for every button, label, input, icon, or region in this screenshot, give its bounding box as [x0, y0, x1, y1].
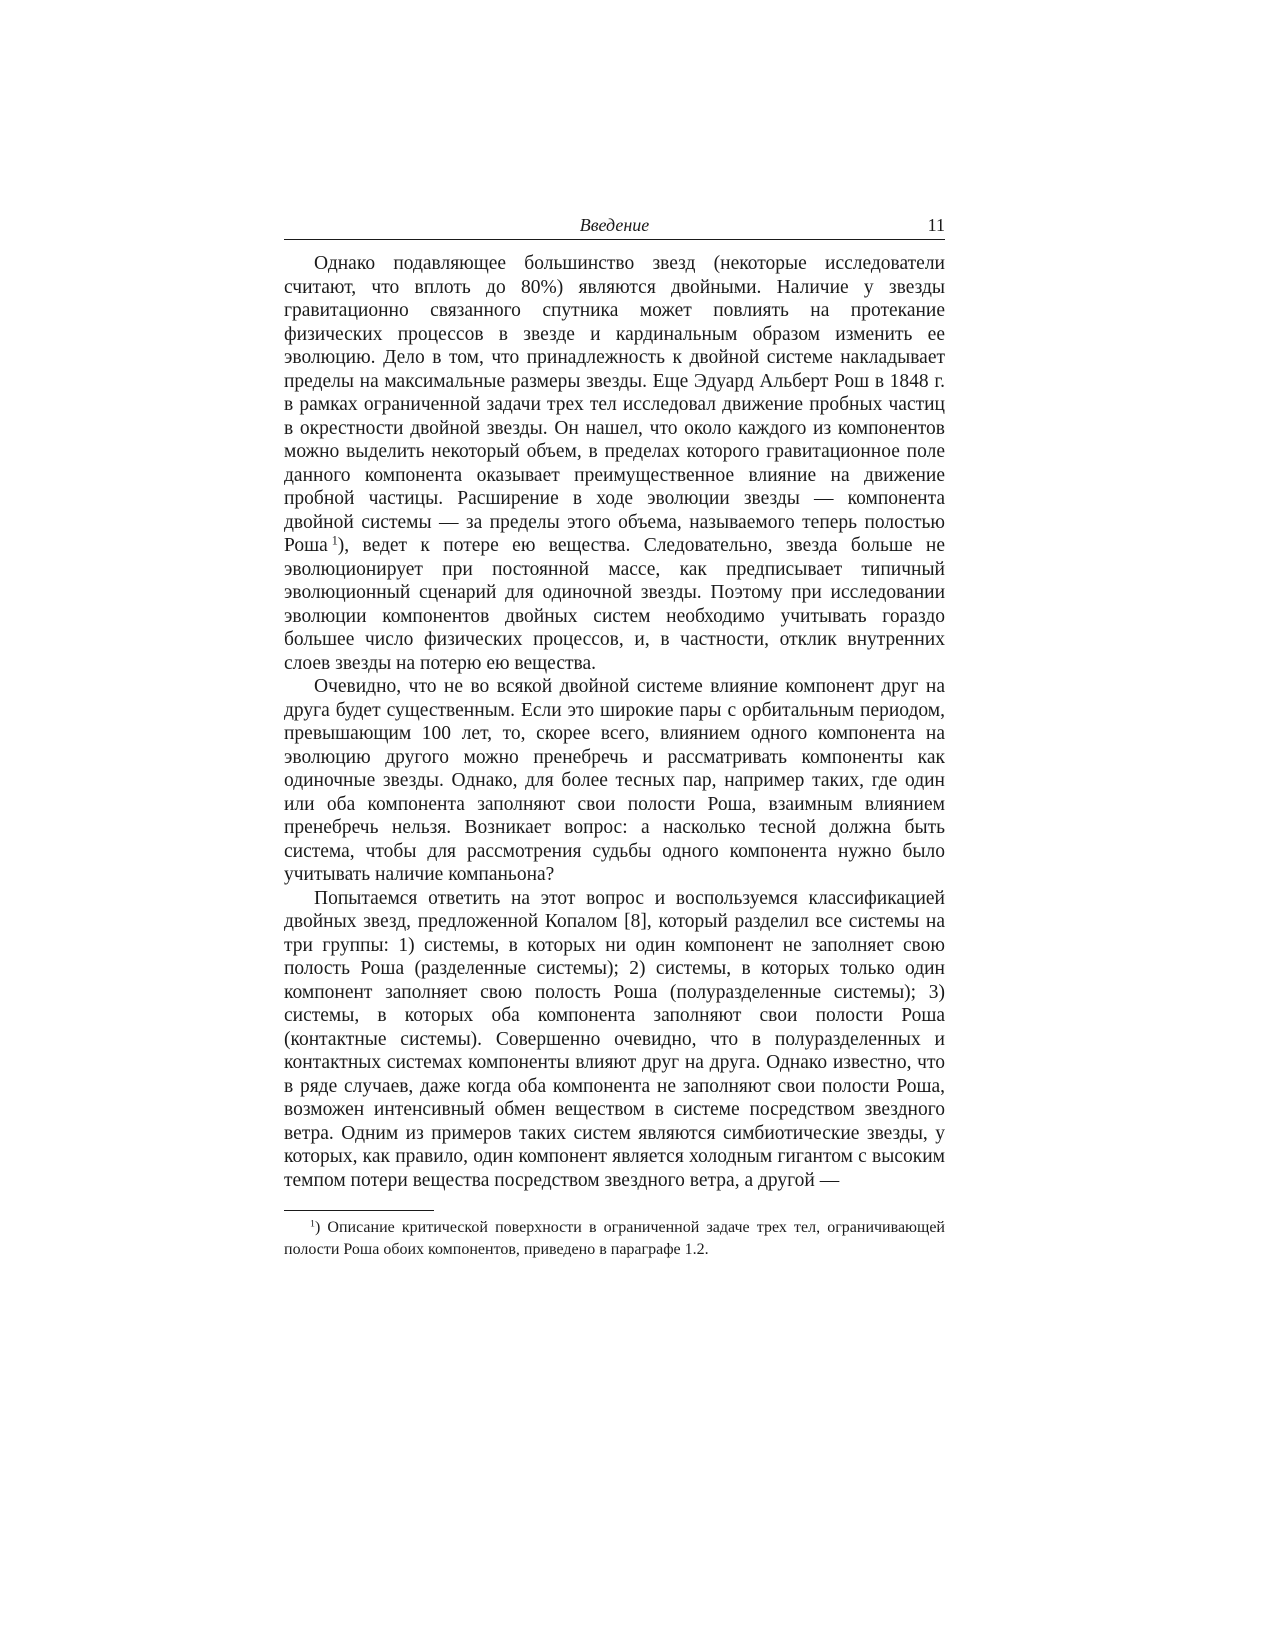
footnote-divider	[284, 1210, 434, 1211]
paragraph-1-text-a: Однако подавляющее большинство звезд (некоторые исследователи считают, что вплоть до 80%) являются двойными. Наличие у звезды гравитационно связанного спутника может повлиять на протекание физических процессов в звезде и кардинальным образом изменить ее эволюцию. Дело в том, что принадлежность к двойной системе накладывает пределы на максимальные размеры звезды. Еще Эдуард Альберт Рош в 1848 г. в рамках ограниченной задачи трех тел исследовал движение пробных частиц в окрестности двойной звезды. Он нашел, что около каждого из компонентов можно выделить некоторый объем, в пределах которого гравитационное поле данного компонента оказывает преимущественное влияние на движение пробной частицы. Расширение в ходе эволюции звезды — компонента двойной системы — за пределы этого объема, называемого теперь полостью Роша	[284, 253, 945, 556]
paragraph-1-text-b: ), ведет к потере ею вещества. Следовательно, звезда больше не эволюционирует при постоянной массе, как предписывает типичный эволюционный сценарий для одиночной звезды. Поэтому при исследовании эволюции компонентов двойных систем необходимо учитывать гораздо большее число физических процессов, и, в частности, отклик внутренних слоев звезды на потерю ею вещества.	[284, 535, 945, 674]
footnote-text: ) Описание критической поверхности в ограниченной задаче трех тел, ограничивающей полости Роша обоих компонентов, приведено в параграфе 1.2.	[284, 1219, 945, 1258]
paragraph-1	[284, 252, 945, 675]
chapter-title: Введение	[579, 215, 650, 235]
book-page	[284, 212, 945, 1261]
body-text	[284, 252, 945, 1192]
running-header	[284, 212, 945, 240]
footnote-marker: 1	[310, 1218, 315, 1230]
paragraph-3: Попытаемся ответить на этот вопрос и воспользуемся классификацией двойных звезд, предложенной Копалом [8], который разделил все системы на три группы: 1) системы, в которых ни один компонент не заполняет свою полость Роша (разделенные системы); 2) системы, в которых только один компонент заполняет свою полость Роша (полуразделенные системы); 3) системы, в которых оба компонента заполняют свои полости Роша (контактные системы). Совершенно очевидно, что в полуразделенных и контактных системах компоненты влияют друг на друга. Однако известно, что в ряде случаев, даже когда оба компонента не заполняют свои полости Роша, возможен интенсивный обмен веществом в системе посредством звездного ветра. Одним из примеров таких систем являются симбиотические звезды, у которых, как правило, один компонент является холодным гигантом с высоким темпом потери вещества посредством звездного ветра, а другой —	[284, 887, 945, 1191]
paragraph-2: Очевидно, что не во всякой двойной системе влияние компонент друг на друга будет существенным. Если это широкие пары с орбитальным периодом, превышающим 100 лет, то, скорее всего, влиянием одного компонента на эволюцию другого можно пренебречь и рассматривать компоненты как одиночные звезды. Однако, для более тесных пар, например таких, где один или оба компонента заполняют свои полости Роша, взаимным влиянием пренебречь нельзя. Возникает вопрос: а насколько тесной должна быть система, чтобы для рассмотрения судьбы одного компонента нужно было учитывать наличие компаньона?	[284, 676, 945, 885]
footnote	[284, 1217, 945, 1261]
footnote-reference: 1	[331, 533, 338, 548]
page-number: 11	[927, 215, 945, 235]
